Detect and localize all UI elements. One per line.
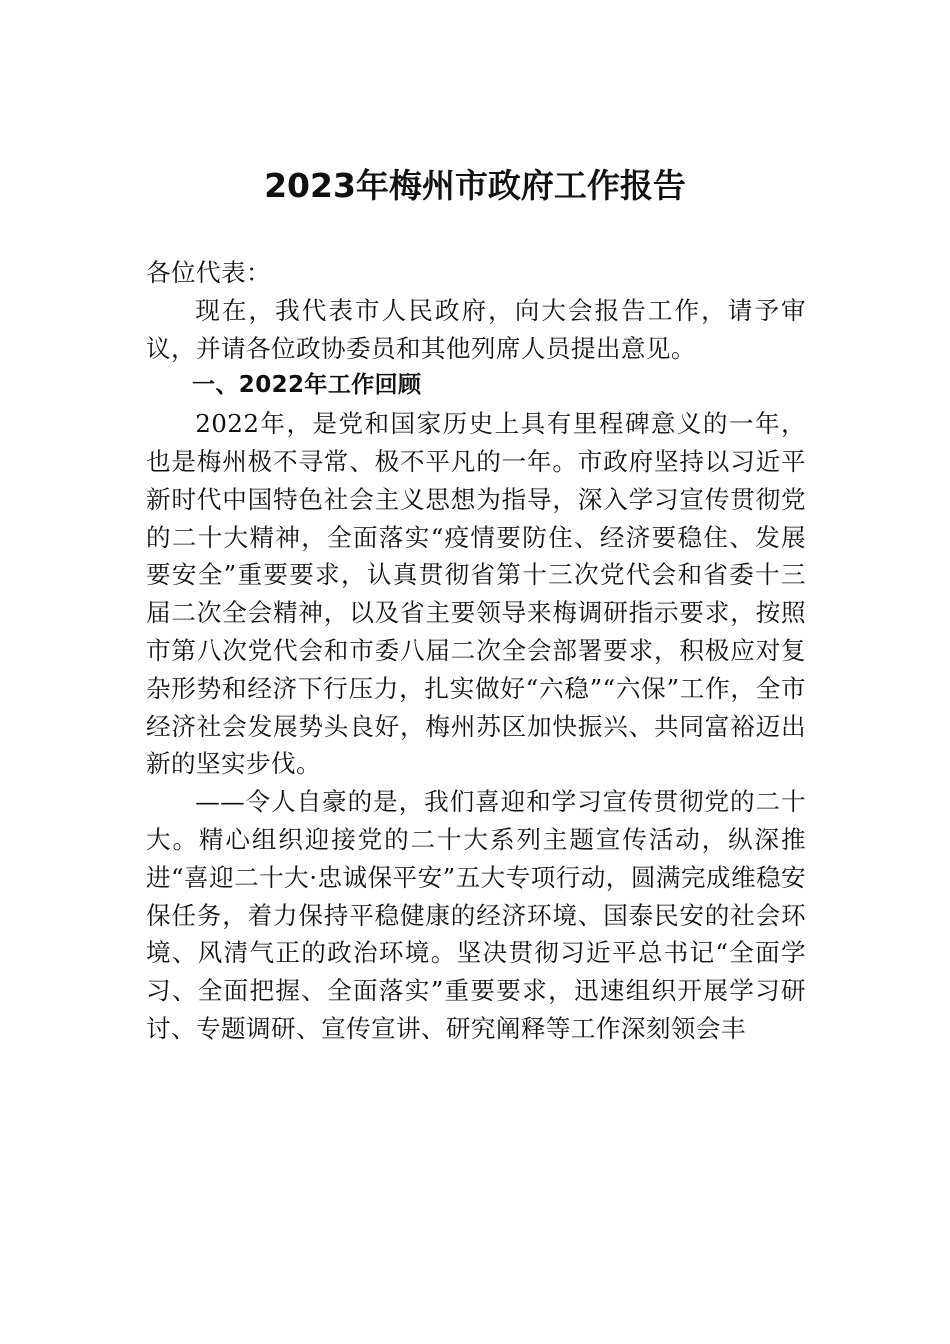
opening-paragraph: 现在，我代表市人民政府，向大会报告工作，请予审议，并请各位政协委员和其他列席人员提出意见。 — [146, 295, 806, 363]
document-title: 2023年梅州市政府工作报告 — [264, 166, 686, 205]
section-heading: 一、2022年工作回顾 — [192, 372, 422, 399]
document-body — [146, 254, 806, 1048]
section-paragraph-1: 2022年，是党和国家历史上具有里程碑意义的一年，也是梅州极不寻常、极不平凡的一年。市政府坚持以习近平新时代中国特色社会主义思想为指导，深入学习宣传贯彻党的二十大精神，全面落实“疫情要防住、经济要稳住、发展要安全”重要要求，认真贯彻省第十三次党代会和省委十三届二次全会精神，以及省主要领导来梅调研指示要求，按照市第八次党代会和市委八届二次全会部署要求，积极应对复杂形势和经济下行压力，扎实做好“六稳”“六保”工作，全市经济社会发展势头良好，梅州苏区加快振兴、共同富裕迈出新的坚实步伐。 — [146, 409, 806, 779]
section-paragraph-2: ——令人自豪的是，我们喜迎和学习宣传贯彻党的二十大。精心组织迎接党的二十大系列主题宣传活动，纵深推进“喜迎二十大·忠诚保平安”五大专项行动，圆满完成维稳安保任务，着力保持平稳健康的经济环境、国泰民安的社会环境、风清气正的政治环境。坚决贯彻习近平总书记“全面学习、全面把握、全面落实”重要要求，迅速组织开展学习研讨、专题调研、宣传宣讲、研究阐释等工作深刻领会丰 — [146, 787, 806, 1043]
salutation: 各位代表： — [146, 258, 271, 287]
